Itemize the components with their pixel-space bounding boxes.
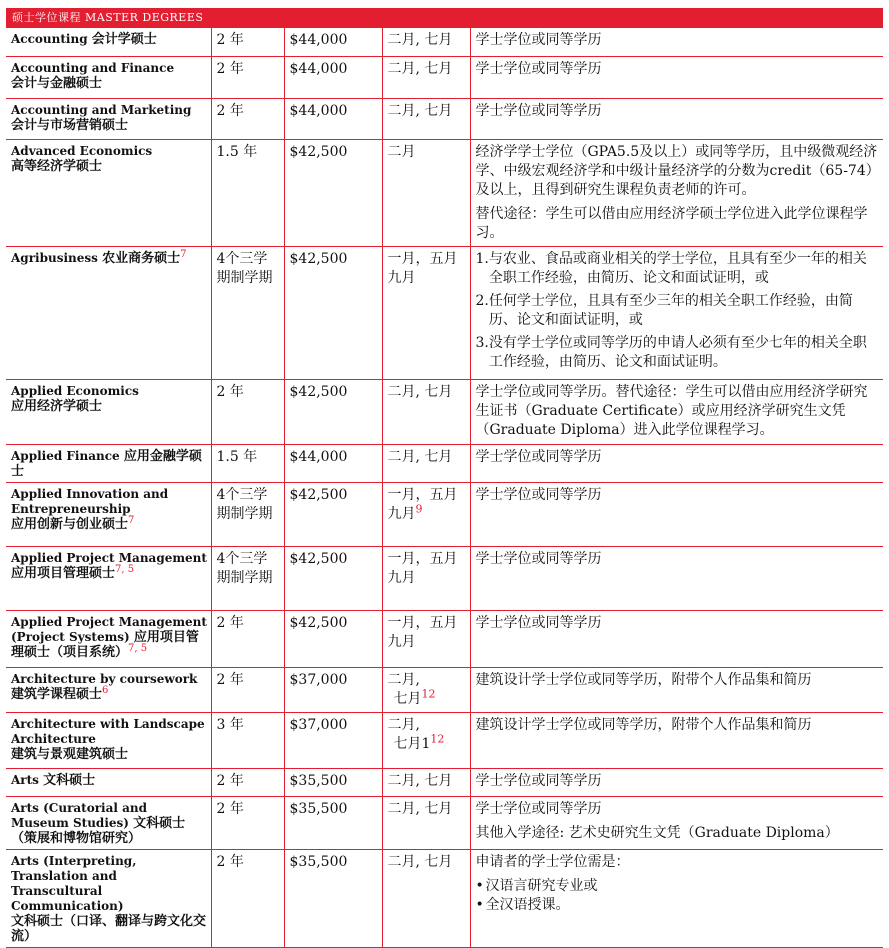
requirements-cell [470, 796, 883, 849]
fee-cell: $42,500 [284, 546, 382, 610]
degree-name [6, 768, 211, 796]
footnote-ref: 12 [421, 686, 436, 700]
intake-text: 二月, 七月 [387, 772, 453, 789]
intake-cell [382, 482, 470, 546]
intake-cell [382, 56, 470, 98]
intake-text: 二月, 七月 [387, 383, 453, 400]
duration-cell: 3 年 [211, 712, 284, 768]
list-number: 3. [475, 334, 489, 351]
requirements-cell [470, 712, 883, 768]
duration-cell: 1.5 年 [211, 139, 284, 246]
intake-text: 一月，五月九月 [387, 250, 458, 286]
requirement-text: 学士学位或同等学历 [475, 486, 602, 503]
fee-cell: $44,000 [284, 98, 382, 139]
degree-name-cn: 应用项目管理硕士（项目系统） [11, 629, 199, 660]
fee-cell: $37,000 [284, 712, 382, 768]
intake-cell [382, 849, 470, 947]
footnote-ref: 7, 5 [115, 563, 135, 575]
requirement-text: 学士学位或同等学历 [475, 32, 602, 48]
fee-cell: $42,500 [284, 139, 382, 246]
footnote-ref: 7, 5 [128, 642, 148, 654]
degree-name [6, 667, 211, 712]
duration-cell: 1.5 年 [211, 444, 284, 482]
footnote-ref: 7 [180, 248, 187, 260]
list-text: 任何学士学位，且具有至少三年的相关全职工作经验，由简历、论文和面试证明，或 [488, 292, 853, 328]
requirement-text: 建筑设计学士学位或同等学历，附带个人作品集和简历 [475, 716, 812, 733]
requirement-text: 替代途径：学生可以借由应用经济学硕士学位进入此学位课程学习。 [475, 205, 868, 241]
intake-cell [382, 768, 470, 796]
intake-text: 二月 [387, 143, 416, 160]
degree-name-en: Architecture by coursework [11, 671, 198, 686]
requirements-cell [470, 379, 883, 444]
degree-name [6, 98, 211, 139]
degree-name [6, 246, 211, 379]
degree-name-cn: 应用经济学硕士 [11, 398, 103, 414]
intake-cell [382, 667, 470, 712]
intake-text: 二月, [387, 716, 420, 733]
fee-cell: $42,500 [284, 610, 382, 667]
requirements-cell [470, 849, 883, 947]
requirement-text: 学士学位或同等学历 [475, 800, 602, 817]
duration-cell: 2 年 [211, 796, 284, 849]
table-row [6, 482, 883, 546]
list-text: 没有学士学位或同等学历的申请人必须有至少七年的相关全职工作经验，由简历、论文和面试证明。 [488, 334, 867, 370]
footnote-ref: 6 [102, 684, 109, 696]
intake-text-2: 七月1 [393, 735, 431, 752]
degree-name-en: Applied Economics [11, 383, 139, 398]
intake-text: 二月, 七月 [387, 800, 453, 817]
fee-cell: $44,000 [284, 444, 382, 482]
duration-cell: 2 年 [211, 610, 284, 667]
list-number: 1. [475, 250, 489, 267]
requirement-text: 学士学位或同等学历 [475, 448, 602, 465]
degree-name-en: Agribusiness [11, 250, 98, 265]
requirement-text: 学士学位或同等学历 [475, 772, 602, 789]
intake-cell [382, 610, 470, 667]
requirement-text: 学士学位或同等学历 [475, 102, 602, 119]
table-row [6, 28, 883, 56]
list-text: 与农业、食品或商业相关的学士学位，且具有至少一年的相关全职工作经验，由简历、论文和面试证明，或 [488, 250, 867, 286]
degree-name [6, 28, 211, 56]
requirement-list-item [476, 250, 879, 288]
table-row [6, 849, 883, 947]
table-row [6, 610, 883, 667]
table-row [6, 712, 883, 768]
table-row [6, 379, 883, 444]
duration-cell: 4个三学期制学期 [211, 546, 284, 610]
duration-cell: 4个三学期制学期 [211, 482, 284, 546]
table-row [6, 768, 883, 796]
degree-name [6, 712, 211, 768]
duration-cell: 2 年 [211, 768, 284, 796]
fee-cell: $35,500 [284, 796, 382, 849]
requirement-text: 申请者的学士学位需是： [475, 853, 630, 870]
table-row [6, 246, 883, 379]
degree-name-cn: 农业商务硕士 [102, 250, 181, 266]
table-row [6, 444, 883, 482]
bullet-text: 汉语言研究专业或 [485, 877, 598, 894]
degree-name-en: Arts (Interpreting, Translation and Transcultural Communication) [11, 853, 137, 913]
duration-cell: 2 年 [211, 379, 284, 444]
duration-cell: 4个三学期制学期 [211, 246, 284, 379]
degree-name-cn: 应用项目管理硕士 [11, 565, 116, 581]
degree-name-cn: 建筑与景观建筑硕士 [11, 746, 129, 762]
requirements-cell [470, 546, 883, 610]
fee-cell: $42,500 [284, 246, 382, 379]
fee-cell: $42,500 [284, 482, 382, 546]
fee-cell: $44,000 [284, 28, 382, 56]
degree-name-cn: 应用金融学硕士 [11, 448, 202, 479]
duration-cell: 2 年 [211, 667, 284, 712]
intake-cell [382, 139, 470, 246]
table-row [6, 98, 883, 139]
degree-name-cn: 高等经济学硕士 [11, 158, 103, 174]
requirements-cell [470, 139, 883, 246]
degree-name-cn: 会计与市场营销硕士 [11, 117, 129, 133]
footnote-ref: 7 [128, 514, 135, 526]
requirement-bullet [476, 877, 879, 896]
fee-cell: $44,000 [284, 56, 382, 98]
degree-name [6, 546, 211, 610]
requirement-text: 学士学位或同等学历 [475, 60, 602, 77]
degree-name-cn: 应用创新与创业硕士 [11, 516, 129, 532]
intake-text: 二月, 七月 [387, 102, 453, 119]
requirement-text: 其他入学途径: 艺术史研究生文凭（Graduate Diploma） [475, 824, 839, 841]
intake-text: 二月, 七月 [387, 448, 453, 465]
degree-name-en: Arts [11, 772, 39, 787]
duration-cell: 2 年 [211, 849, 284, 947]
footnote-ref: 9 [415, 501, 423, 515]
requirement-text: 学士学位或同等学历 [475, 614, 602, 631]
intake-text: 二月, [387, 671, 420, 688]
intake-cell [382, 546, 470, 610]
bullet-icon: • [475, 896, 484, 913]
duration-cell: 2 年 [211, 98, 284, 139]
degree-name-en: Accounting and Marketing [11, 102, 192, 117]
list-number: 2. [475, 292, 489, 309]
degree-name [6, 610, 211, 667]
intake-cell [382, 444, 470, 482]
table-row [6, 139, 883, 246]
degree-name-en: Architecture with Landscape Architecture [11, 716, 205, 746]
requirement-text: 建筑设计学士学位或同等学历，附带个人作品集和简历 [475, 671, 812, 688]
duration-cell: 2 年 [211, 28, 284, 56]
requirement-list-item [476, 292, 879, 330]
intake-cell [382, 246, 470, 379]
intake-cell [382, 379, 470, 444]
intake-cell [382, 98, 470, 139]
degree-name-cn: 文科硕士（口译、翻译与跨文化交流） [11, 913, 207, 944]
requirements-cell [470, 667, 883, 712]
requirements-cell [470, 98, 883, 139]
degree-name [6, 444, 211, 482]
requirements-cell [470, 768, 883, 796]
requirement-list-item [476, 334, 879, 372]
intake-cell [382, 712, 470, 768]
intake-text: 一月，五月九月 [387, 486, 458, 522]
degree-name-cn: 会计学硕士 [91, 32, 157, 47]
bullet-icon: • [475, 877, 484, 894]
degree-name [6, 849, 211, 947]
requirement-text: 经济学学士学位（GPA5.5及以上）或同等学历，且中级微观经济学、中级宏观经济学和中级计量经济学的分数为credit（65-74）及以上，且得到研究生课程负责老师的许可。 [475, 143, 878, 198]
requirements-cell [470, 610, 883, 667]
table-row [6, 796, 883, 849]
degree-name-en: Accounting and Finance [11, 60, 175, 75]
requirement-text: 学士学位或同等学历 [475, 550, 602, 567]
fee-cell: $35,500 [284, 849, 382, 947]
degree-name-en: Applied Innovation and Entrepreneurship [11, 486, 169, 516]
intake-cell [382, 28, 470, 56]
section-header: 硕士学位课程 MASTER DEGREES [6, 8, 883, 28]
degree-name-en: Applied Finance [11, 448, 120, 463]
degree-name [6, 379, 211, 444]
bullet-text: 全汉语授课。 [485, 896, 570, 913]
requirement-text: 学士学位或同等学历。替代途径：学生可以借由应用经济学研究生证书（Graduate Certificate）或应用经济学研究生文凭（Graduate Diploma）进入此学位课程学习。 [475, 383, 868, 438]
degree-name [6, 56, 211, 98]
duration-cell: 2 年 [211, 56, 284, 98]
intake-text: 一月，五月九月 [387, 550, 458, 586]
table-row [6, 56, 883, 98]
requirements-cell [470, 28, 883, 56]
degree-name-en: Arts (Curatorial and Museum Studies) [11, 800, 147, 830]
footnote-ref: 12 [430, 731, 445, 745]
degree-name [6, 139, 211, 246]
intake-text: 二月, 七月 [387, 32, 453, 48]
intake-text: 二月, 七月 [387, 853, 453, 870]
fee-cell: $42,500 [284, 379, 382, 444]
intake-text-2: 七月 [393, 690, 422, 707]
requirements-cell [470, 444, 883, 482]
degree-table [6, 28, 883, 948]
degree-name-cn: 文科硕士（策展和博物馆研究） [11, 815, 186, 846]
intake-text: 二月, 七月 [387, 60, 453, 77]
degree-name-cn: 建筑学课程硕士 [11, 686, 103, 702]
table-row [6, 667, 883, 712]
requirements-cell [470, 246, 883, 379]
degree-name [6, 796, 211, 849]
requirements-cell [470, 56, 883, 98]
degree-name-cn: 会计与金融硕士 [11, 75, 103, 91]
degree-name-en: Advanced Economics [11, 143, 153, 158]
degree-name-en: Accounting [11, 32, 88, 46]
requirements-cell [470, 482, 883, 546]
degree-name [6, 482, 211, 546]
degree-name-en: Applied Project Management (Project Systems) [11, 614, 207, 644]
table-row [6, 546, 883, 610]
intake-text: 一月，五月九月 [387, 614, 458, 650]
degree-name-en: Applied Project Management [11, 550, 207, 565]
fee-cell: $37,000 [284, 667, 382, 712]
intake-cell [382, 796, 470, 849]
fee-cell: $35,500 [284, 768, 382, 796]
degree-name-cn: 文科硕士 [43, 772, 96, 788]
